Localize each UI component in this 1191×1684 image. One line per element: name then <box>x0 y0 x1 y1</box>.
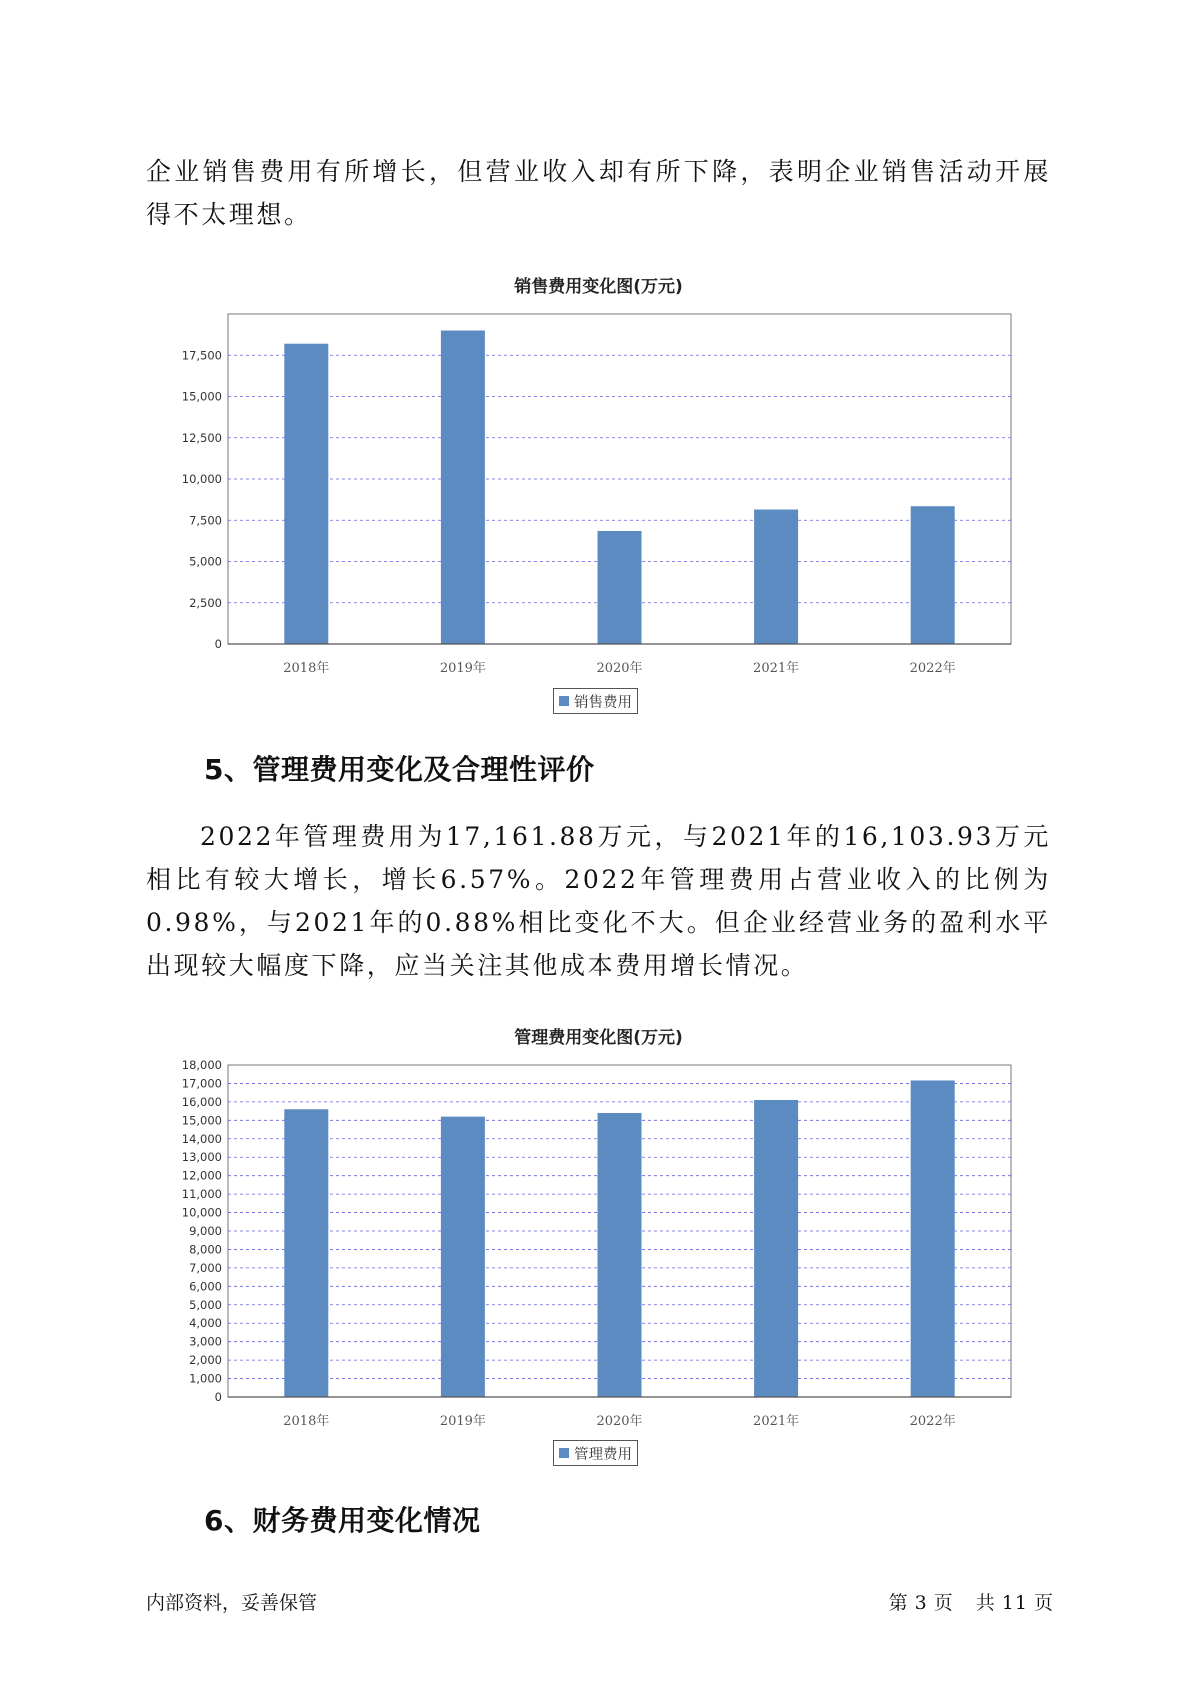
bar <box>754 510 798 644</box>
y-tick-label: 5,000 <box>189 1297 222 1312</box>
admin-expense-chart <box>0 1050 1191 1430</box>
section-heading-5: 5、管理费用变化及合理性评价 <box>204 753 595 786</box>
x-tick-label: 2022年 <box>909 1414 956 1429</box>
sales-expense-chart <box>0 300 1191 680</box>
y-tick-label: 14,000 <box>181 1131 222 1146</box>
admin-expense-chart-title: 管理费用变化图(万元) <box>514 1028 683 1048</box>
bar <box>911 506 955 644</box>
y-tick-label: 6,000 <box>189 1279 222 1294</box>
legend-label: 管理费用 <box>574 1446 632 1463</box>
bar <box>441 331 485 645</box>
y-tick-label: 16,000 <box>181 1094 222 1109</box>
page-unit: 页 <box>933 1592 954 1614</box>
y-tick-label: 15,000 <box>181 1113 222 1128</box>
y-tick-label: 12,000 <box>181 1168 222 1183</box>
intro-paragraph: 企业销售费用有所增长，但营业收入却有所下降，表明企业销售活动开展得不太理想。 <box>146 157 1051 229</box>
y-tick-label: 13,000 <box>181 1150 222 1165</box>
x-tick-label: 2020年 <box>596 1414 643 1429</box>
y-tick-label: 0 <box>214 1390 222 1404</box>
bar <box>598 531 642 644</box>
page-prefix: 第 <box>888 1592 909 1614</box>
total-prefix: 共 <box>975 1592 996 1614</box>
y-tick-label: 9,000 <box>189 1224 222 1238</box>
admin-expense-legend <box>553 1440 638 1466</box>
sales-expense-chart-title: 销售费用变化图(万元) <box>514 277 683 297</box>
y-tick-label: 0 <box>214 637 222 651</box>
page-number: 3 <box>914 1592 928 1614</box>
y-tick-label: 17,000 <box>181 1076 222 1091</box>
y-tick-label: 2,000 <box>189 1353 222 1368</box>
x-tick-label: 2020年 <box>596 661 643 676</box>
y-tick-label: 8,000 <box>189 1242 222 1257</box>
legend-label: 销售费用 <box>574 694 632 711</box>
y-tick-label: 2,500 <box>189 595 222 610</box>
bar <box>598 1113 642 1397</box>
y-tick-label: 10,000 <box>181 1205 222 1220</box>
y-tick-label: 10,000 <box>181 472 222 486</box>
y-tick-label: 4,000 <box>189 1316 222 1331</box>
bar <box>284 1109 328 1397</box>
x-tick-label: 2018年 <box>283 661 330 676</box>
legend-swatch-icon <box>559 1448 569 1458</box>
x-tick-label: 2019年 <box>439 661 486 676</box>
legend-swatch-icon <box>559 696 569 706</box>
bar <box>754 1100 798 1397</box>
total-unit: 页 <box>1033 1592 1054 1614</box>
y-tick-label: 12,500 <box>181 430 222 445</box>
section-heading-6: 6、财务费用变化情况 <box>204 1504 481 1537</box>
bar <box>911 1080 955 1397</box>
total-pages: 11 <box>1001 1592 1028 1614</box>
y-tick-label: 18,000 <box>181 1058 222 1072</box>
x-tick-label: 2019年 <box>439 1414 486 1429</box>
y-tick-label: 3,000 <box>189 1334 222 1349</box>
x-tick-label: 2021年 <box>753 1414 800 1429</box>
footer-page-number <box>883 1588 1054 1615</box>
y-tick-label: 11,000 <box>181 1187 222 1202</box>
bar <box>441 1117 485 1397</box>
footer-confidential-note: 内部资料，妥善保管 <box>146 1592 318 1614</box>
y-tick-label: 1,000 <box>189 1371 222 1386</box>
y-tick-label: 5,000 <box>189 554 222 569</box>
y-tick-label: 7,000 <box>189 1260 222 1275</box>
y-tick-label: 15,000 <box>181 389 222 404</box>
sales-expense-legend <box>553 688 638 714</box>
x-tick-label: 2022年 <box>909 661 956 676</box>
admin-expense-paragraph: 2022年管理费用为17,161.88万元，与2021年的16,103.93万元相比有较大增长，增长6.57%。2022年管理费用占营业收入的比例为0.98%，与2021年的0.88%相比变化不大。但企业经营业务的盈利水平出现较大幅度下降，应当关注其他成本费用增长情况。 <box>146 822 1051 980</box>
y-tick-label: 17,500 <box>181 348 222 363</box>
x-tick-label: 2018年 <box>283 1414 330 1429</box>
x-tick-label: 2021年 <box>753 661 800 676</box>
y-tick-label: 7,500 <box>189 513 222 528</box>
bar <box>284 344 328 644</box>
